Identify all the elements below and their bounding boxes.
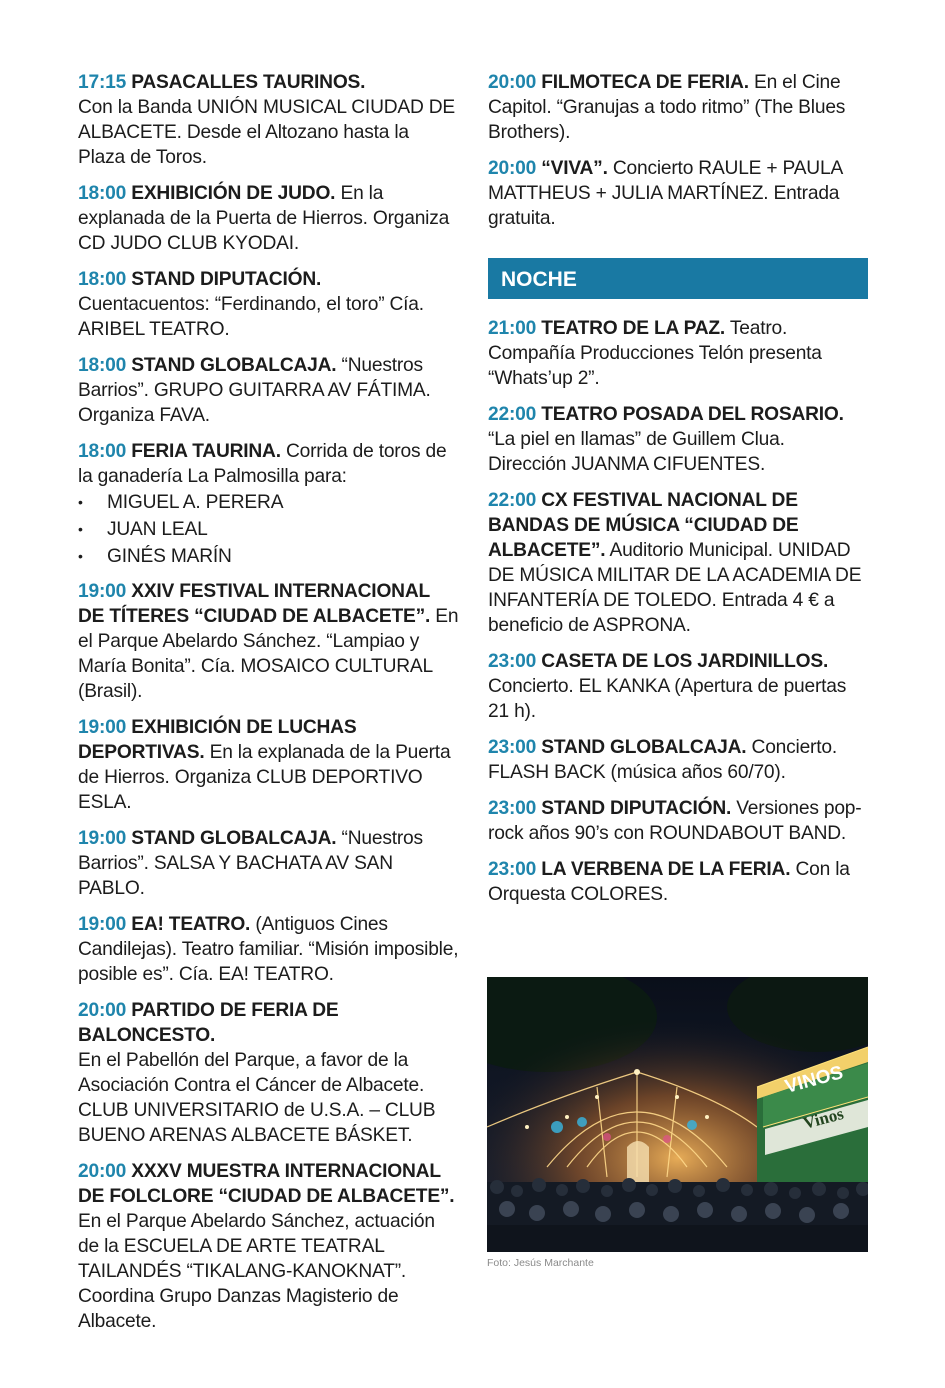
list-item: • JUAN LEAL <box>78 516 460 543</box>
event-title: TEATRO DE LA PAZ. <box>541 318 726 339</box>
event-entry <box>488 857 868 907</box>
event-description: “Nuestros Barrios”. GRUPO GUITARRA AV FÁTIMA. Organiza FAVA. <box>78 355 431 426</box>
left-column <box>78 70 460 1345</box>
event-time: 18:00 <box>78 355 127 376</box>
event-time: 17:15 <box>78 72 127 93</box>
event-entry <box>488 316 868 391</box>
event-entry <box>488 488 868 638</box>
event-entry <box>78 715 460 815</box>
event-description: Teatro. Compañía Producciones Telón presenta “Whats’up 2”. <box>488 318 822 389</box>
event-time: 18:00 <box>78 441 127 462</box>
event-title: EXHIBICIÓN DE LUCHAS DEPORTIVAS. <box>78 717 357 763</box>
event-time: 22:00 <box>488 404 537 425</box>
event-title: LA VERBENA DE LA FERIA. <box>541 859 791 880</box>
event-description: “La piel en llamas” de Guillem Clua. Dirección JUANMA CIFUENTES. <box>488 429 785 475</box>
event-title: XXXV MUESTRA INTERNACIONAL DE FOLCLORE “CIUDAD DE ALBACETE”. <box>78 1161 455 1207</box>
event-time: 20:00 <box>78 1000 127 1021</box>
event-description: En el Pabellón del Parque, a favor de la Asociación Contra el Cáncer de Albacete. CLUB UNIVERSITARIO de U.S.A. – CLUB BUENO ARENAS ALBACETE BÁSKET. <box>78 1050 436 1146</box>
event-time: 23:00 <box>488 859 537 880</box>
event-description: Concierto. EL KANKA (Apertura de puertas 21 h). <box>488 676 847 722</box>
event-time: 18:00 <box>78 269 127 290</box>
event-description: Con la Orquesta COLORES. <box>488 859 850 905</box>
event-time: 21:00 <box>488 318 537 339</box>
right-column <box>488 70 868 918</box>
event-time: 19:00 <box>78 717 127 738</box>
event-description: En el Parque Abelardo Sánchez, actuación de la ESCUELA DE ARTE TEATRAL TAILANDÉS “TIKALANG-KANOKNAT”. Coordina Grupo Danzas Magisterio de Albacete. <box>78 1211 435 1332</box>
event-title: STAND GLOBALCAJA. <box>131 828 337 849</box>
event-time: 23:00 <box>488 798 537 819</box>
event-time: 23:00 <box>488 737 537 758</box>
vinos-sign-top: VINOS <box>782 1062 846 1098</box>
event-title: STAND GLOBALCAJA. <box>131 355 337 376</box>
event-entry <box>488 796 868 846</box>
event-description: Auditorio Municipal. UNIDAD DE MÚSICA MILITAR DE LA ACADEMIA DE INFANTERÍA DE TOLEDO. Entrada 4 € a beneficio de ASPRONA. <box>488 540 862 636</box>
event-title: PARTIDO DE FERIA DE BALONCESTO. <box>78 1000 339 1046</box>
event-entry <box>488 402 868 477</box>
event-title: TEATRO POSADA DEL ROSARIO. <box>541 404 844 425</box>
event-title: EXHIBICIÓN DE JUDO. <box>131 183 336 204</box>
event-entry <box>488 70 868 145</box>
bullfighter-list <box>78 489 460 570</box>
event-description: “Nuestros Barrios”. SALSA Y BACHATA AV SAN PABLO. <box>78 828 423 899</box>
event-description: Corrida de toros de la ganadería La Palmosilla para: <box>78 441 447 487</box>
event-entry <box>78 181 460 256</box>
fair-photo <box>487 977 868 1252</box>
event-title: CX FESTIVAL NACIONAL DE BANDAS DE MÚSICA “CIUDAD DE ALBACETE”. <box>488 490 799 561</box>
list-item: • MIGUEL A. PERERA <box>78 489 460 516</box>
fair-night-illustration <box>487 977 868 1252</box>
event-description: Con la Banda UNIÓN MUSICAL CIUDAD DE ALBACETE. Desde el Altozano hasta la Plaza de Toros. <box>78 97 456 168</box>
event-title: XXIV FESTIVAL INTERNACIONAL DE TÍTERES “CIUDAD DE ALBACETE”. <box>78 581 431 627</box>
event-entry <box>78 267 460 342</box>
event-time: 19:00 <box>78 828 127 849</box>
event-entry <box>78 912 460 987</box>
event-entry <box>488 156 868 231</box>
event-title: FERIA TAURINA. <box>131 441 281 462</box>
event-description: Versiones pop-rock años 90’s con ROUNDABOUT BAND. <box>488 798 862 844</box>
event-description: Concierto RAULE + PAULA MATTHEUS + JULIA MARTÍNEZ. Entrada gratuita. <box>488 158 842 229</box>
event-time: 20:00 <box>488 158 537 179</box>
event-title: STAND GLOBALCAJA. <box>541 737 747 758</box>
event-entry <box>78 439 460 570</box>
event-title: STAND DIPUTACIÓN. <box>541 798 732 819</box>
event-entry <box>78 826 460 901</box>
event-title: FILMOTECA DE FERIA. <box>541 72 749 93</box>
vinos-sign-bottom: Vinos <box>801 1103 846 1133</box>
event-description: En el Cine Capitol. “Granujas a todo ritmo” (The Blues Brothers). <box>488 72 846 143</box>
event-description: Cuentacuentos: “Ferdinando, el toro” Cía. ARIBEL TEATRO. <box>78 294 424 340</box>
event-description: Concierto. FLASH BACK (música años 60/70). <box>488 737 837 783</box>
event-time: 18:00 <box>78 183 127 204</box>
event-time: 19:00 <box>78 914 127 935</box>
photo-credit: Foto: Jesús Marchante <box>487 1257 594 1269</box>
event-entry <box>78 70 460 170</box>
event-time: 22:00 <box>488 490 537 511</box>
event-title: “VIVA”. <box>541 158 608 179</box>
event-title: CASETA DE LOS JARDINILLOS. <box>541 651 829 672</box>
event-entry <box>488 649 868 724</box>
event-entry <box>78 353 460 428</box>
event-description: (Antiguos Cines Candilejas). Teatro familiar. “Misión imposible, posible es”. Cía. EA! TEATRO. <box>78 914 459 985</box>
event-time: 20:00 <box>78 1161 127 1182</box>
section-header-noche: NOCHE <box>488 258 868 299</box>
event-time: 19:00 <box>78 581 127 602</box>
list-item: • GINÉS MARÍN <box>78 543 460 570</box>
event-time: 23:00 <box>488 651 537 672</box>
event-title: STAND DIPUTACIÓN. <box>131 269 322 290</box>
event-time: 20:00 <box>488 72 537 93</box>
event-title: PASACALLES TAURINOS. <box>131 72 366 93</box>
event-description: En el Parque Abelardo Sánchez. “Lampiao y María Bonita”. Cía. MOSAICO CULTURAL (Brasil). <box>78 606 459 702</box>
event-description: En la explanada de la Puerta de Hierros. Organiza CLUB DEPORTIVO ESLA. <box>78 742 451 813</box>
event-entry <box>78 579 460 704</box>
event-entry <box>488 735 868 785</box>
event-entry <box>78 1159 460 1334</box>
event-description: En la explanada de la Puerta de Hierros. Organiza CD JUDO CLUB KYODAI. <box>78 183 450 254</box>
event-title: EA! TEATRO. <box>131 914 251 935</box>
event-entry <box>78 998 460 1148</box>
